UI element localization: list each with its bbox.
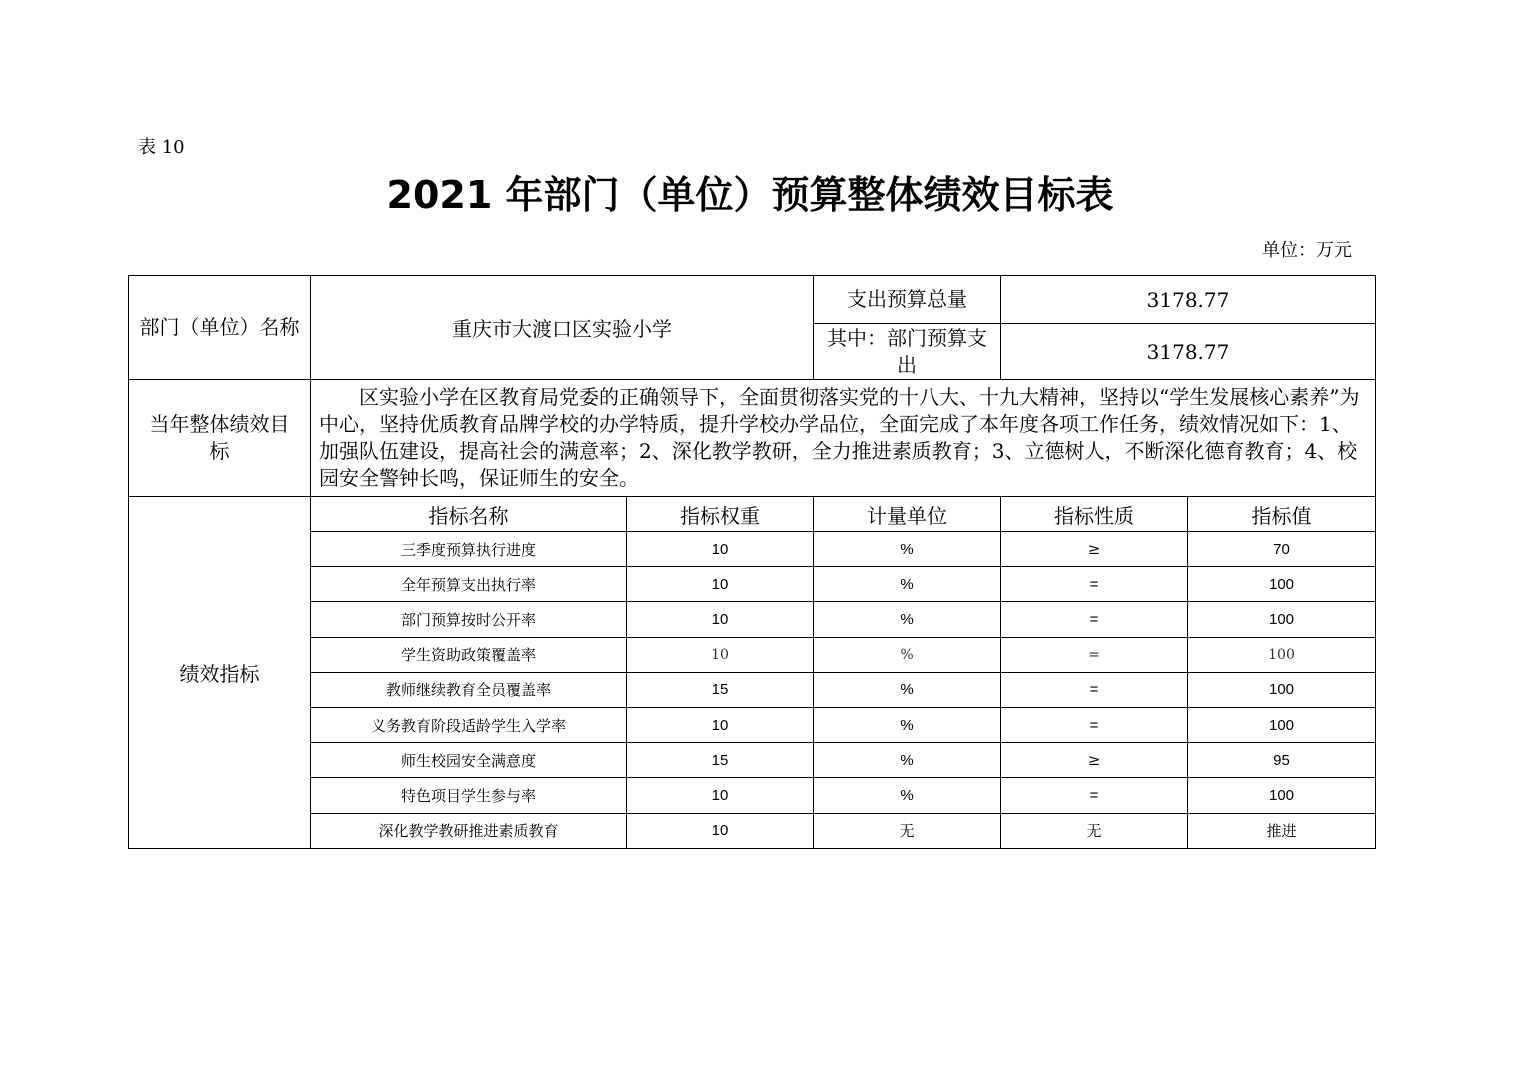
dept-label-cell: 部门（单位）名称: [129, 276, 311, 380]
indicator-value: 100: [1188, 778, 1376, 813]
indicator-value: 100: [1188, 602, 1376, 637]
column-header-unit: 计量单位: [814, 497, 1001, 532]
table-row: [129, 778, 1376, 813]
table-row: [129, 672, 1376, 707]
table-row: [129, 813, 1376, 848]
table-row: [129, 707, 1376, 742]
indicator-unit: 无: [814, 813, 1001, 848]
indicator-name: 义务教育阶段适龄学生入学率: [311, 707, 627, 742]
indicator-nature: 无: [1001, 813, 1188, 848]
indicator-name: 部门预算按时公开率: [311, 602, 627, 637]
indicator-name: 深化教学教研推进素质教育: [311, 813, 627, 848]
table-row: [129, 743, 1376, 778]
indicator-value: 100: [1188, 707, 1376, 742]
indicator-nature: =: [1001, 567, 1188, 602]
indicator-unit: %: [814, 567, 1001, 602]
indicator-weight: 15: [627, 743, 814, 778]
indicator-weight: 10: [627, 637, 814, 672]
indicator-name: 师生校园安全满意度: [311, 743, 627, 778]
indicator-weight: 10: [627, 532, 814, 567]
indicator-unit: %: [814, 637, 1001, 672]
indicator-nature: =: [1001, 602, 1188, 637]
indicator-weight: 10: [627, 567, 814, 602]
dept-budget-label: 其中：部门预算支出: [814, 324, 1001, 380]
indicator-name: 全年预算支出执行率: [311, 567, 627, 602]
table-row: [129, 567, 1376, 602]
indicator-value: 100: [1188, 567, 1376, 602]
indicator-unit: %: [814, 778, 1001, 813]
indicator-nature: ≥: [1001, 532, 1188, 567]
indicator-value: 100: [1188, 672, 1376, 707]
indicator-nature: =: [1001, 778, 1188, 813]
total-budget-label: 支出预算总量: [814, 276, 1001, 324]
indicator-unit: %: [814, 707, 1001, 742]
table-number: 表 10: [138, 137, 185, 158]
indicator-weight: 10: [627, 778, 814, 813]
indicator-weight: 10: [627, 707, 814, 742]
indicator-weight: 15: [627, 672, 814, 707]
column-header-nature: 指标性质: [1001, 497, 1188, 532]
dept-name-cell: 重庆市大渡口区实验小学: [311, 276, 814, 380]
indicator-weight: 10: [627, 813, 814, 848]
indicator-name: 教师继续教育全员覆盖率: [311, 672, 627, 707]
column-header-name: 指标名称: [311, 497, 627, 532]
indicator-nature: =: [1001, 637, 1188, 672]
indicator-nature: =: [1001, 707, 1188, 742]
table-row: [129, 602, 1376, 637]
table-row: [129, 532, 1376, 567]
indicator-nature: ≥: [1001, 743, 1188, 778]
indicator-unit: %: [814, 602, 1001, 637]
indicators-label-cell: 绩效指标: [129, 497, 311, 849]
indicator-name: 特色项目学生参与率: [311, 778, 627, 813]
unit-note: 单位：万元: [1262, 240, 1352, 261]
page-title: 2021 年部门（单位）预算整体绩效目标表: [386, 173, 1114, 217]
dept-budget-value: 3178.77: [1001, 324, 1376, 380]
indicator-name: 三季度预算执行进度: [311, 532, 627, 567]
indicator-name: 学生资助政策覆盖率: [311, 637, 627, 672]
indicator-unit: %: [814, 743, 1001, 778]
column-header-weight: 指标权重: [627, 497, 814, 532]
indicator-value: 推进: [1188, 813, 1376, 848]
indicator-value: 95: [1188, 743, 1376, 778]
indicator-nature: =: [1001, 672, 1188, 707]
goal-label-cell: 当年整体绩效目标: [129, 380, 311, 497]
table-row: [129, 637, 1376, 672]
indicator-unit: %: [814, 532, 1001, 567]
column-header-value: 指标值: [1188, 497, 1376, 532]
total-budget-value: 3178.77: [1001, 276, 1376, 324]
indicator-weight: 10: [627, 602, 814, 637]
indicator-value: 100: [1188, 637, 1376, 672]
budget-performance-table: [128, 275, 1376, 849]
indicator-value: 70: [1188, 532, 1376, 567]
indicator-unit: %: [814, 672, 1001, 707]
goal-text-cell: 区实验小学在区教育局党委的正确领导下，全面贯彻落实党的十八大、十九大精神，坚持以“学生发展核心素养”为中心，坚持优质教育品牌学校的办学特质，提升学校办学品位，全面完成了本年度各项工作任务，绩效情况如下：1、加强队伍建设，提高社会的满意率；2、深化教学教研，全力推进素质教育；3、立德树人，不断深化德育教育；4、校园安全警钟长鸣，保证师生的安全。: [311, 380, 1376, 497]
